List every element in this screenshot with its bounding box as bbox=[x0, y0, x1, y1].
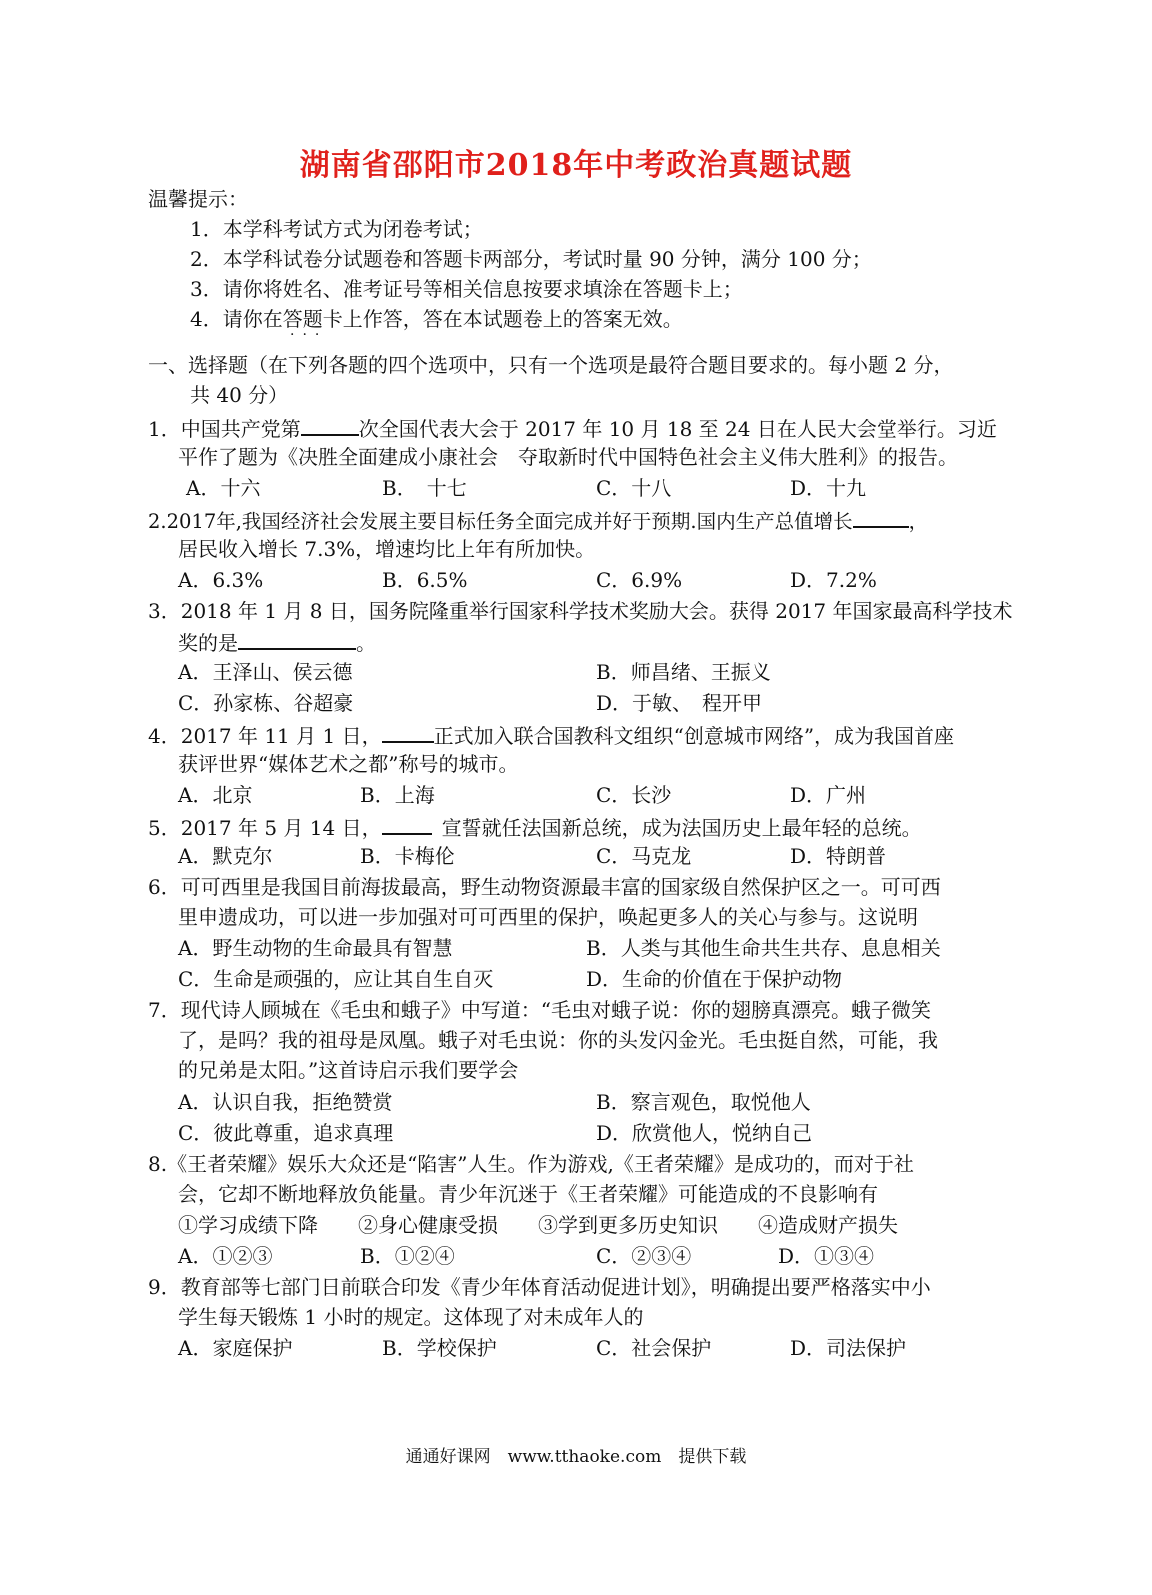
notice-item: 3．请你将姓名、准考证号等相关信息按要求填涂在答题卡上； bbox=[190, 277, 743, 301]
option-c: C．马克龙 bbox=[596, 844, 692, 868]
question-7: 7．现代诗人顾城在《毛虫和蛾子》中写道：“毛虫对蛾子说：你的翅膀真漂亮。蛾子微笑 bbox=[148, 998, 931, 1022]
option-d: D．于敏、 程开甲 bbox=[596, 691, 763, 715]
question-8: 8.《王者荣耀》娱乐大众还是“陷害”人生。作为游戏,《王者荣耀》是成功的，而对于社 bbox=[148, 1152, 914, 1176]
question-8-cont: 会，它却不断地释放负能量。青少年沉迷于《王者荣耀》可能造成的不良影响有 bbox=[178, 1182, 878, 1206]
question-2-cont: 居民收入增长 7.3%，增速均比上年有所加快。 bbox=[178, 537, 596, 561]
option-b: B． 十七 bbox=[382, 476, 467, 500]
question-9-cont: 学生每天锻炼 1 小时的规定。这体现了对未成年人的 bbox=[178, 1305, 644, 1329]
notice-item: 1．本学科考试方式为闭卷考试； bbox=[190, 217, 483, 241]
answer-blank bbox=[382, 721, 434, 743]
footer-source: 通通好课网 www.tthaoke.com 提供下载 bbox=[405, 1447, 747, 1467]
option-b: B．①②④ bbox=[360, 1244, 455, 1268]
option-d: D．十九 bbox=[790, 476, 867, 500]
option-d: D．欣赏他人，悦纳自己 bbox=[596, 1121, 813, 1145]
option-a: A．王泽山、侯云德 bbox=[178, 660, 353, 684]
option-c: C．②③④ bbox=[596, 1244, 692, 1268]
question-5: 5．2017 年 5 月 14 日， 宣誓就任法国新总统，成为法国历史上最年轻的总统。 bbox=[148, 813, 922, 841]
section-header-cont: 共 40 分） bbox=[190, 383, 289, 407]
option-a: A．十六 bbox=[186, 476, 261, 500]
section-header: 一、选择题（在下列各题的四个选项中，只有一个选项是最符合题目要求的。每小题 2 分， bbox=[148, 353, 954, 377]
option-b: B．上海 bbox=[360, 783, 435, 807]
question-4: 4．2017 年 11 月 1 日， 正式加入联合国教科文组织“创意城市网络”，成为我国首座 bbox=[148, 721, 954, 749]
option-a: A．默克尔 bbox=[178, 844, 273, 868]
option-b: B．察言观色，取悦他人 bbox=[596, 1090, 811, 1114]
option-d: D．7.2% bbox=[790, 568, 877, 592]
option-b: B．师昌绪、王振义 bbox=[596, 660, 771, 684]
notice-heading: 温馨提示： bbox=[148, 187, 248, 211]
question-9: 9．教育部等七部门日前联合印发《青少年体育活动促进计划》，明确提出要严格落实中小 bbox=[148, 1275, 931, 1299]
option-c: C．彼此尊重，追求真理 bbox=[178, 1121, 394, 1145]
option-d: D．广州 bbox=[790, 783, 867, 807]
question-1-cont: 平作了题为《决胜全面建成小康社会 夺取新时代中国特色社会主义伟大胜利》的报告。 bbox=[178, 445, 958, 469]
option-d: D．①③④ bbox=[778, 1244, 875, 1268]
question-1: 1．中国共产党第 次全国代表大会于 2017 年 10 月 18 至 24 日在人民大会堂举行。习近 bbox=[148, 414, 997, 442]
option-d: D．司法保护 bbox=[790, 1336, 907, 1360]
question-2: 2.2017年,我国经济社会发展主要目标任务全面完成并好于预期.国内生产总值增长 ， bbox=[148, 506, 928, 535]
question-6-cont: 里申遗成功，可以进一步加强对可可西里的保护，唤起更多人的关心与参与。这说明 bbox=[178, 905, 918, 929]
option-a: A．①②③ bbox=[178, 1244, 273, 1268]
option-c: C．孙家栋、谷超豪 bbox=[178, 691, 354, 715]
option-c: C．社会保护 bbox=[596, 1336, 712, 1360]
option-c: C．6.9% bbox=[596, 568, 683, 592]
option-a: A．认识自我，拒绝赞赏 bbox=[178, 1090, 393, 1114]
question-6: 6．可可西里是我国目前海拔最高，野生动物资源最丰富的国家级自然保护区之一。可可西 bbox=[148, 875, 941, 899]
notice-item: 2．本学科试卷分试题卷和答题卡两部分，考试时量 90 分钟，满分 100 分； bbox=[190, 247, 872, 271]
answer-blank bbox=[853, 506, 909, 528]
notice-item: 4．请你在答题卡上作答，答在本试题卷上的答案无效。 bbox=[190, 307, 683, 331]
question-3-cont: 奖的是 。 bbox=[178, 628, 376, 656]
option-d: D．特朗普 bbox=[790, 844, 887, 868]
question-7-cont: 的兄弟是太阳。”这首诗启示我们要学会 bbox=[178, 1058, 519, 1082]
page-title: 湖南省邵阳市2018年中考政治真题试题 bbox=[299, 148, 853, 183]
question-3: 3．2018 年 1 月 8 日，国务院隆重举行国家科学技术奖励大会。获得 2017 年国家最高科学技术 bbox=[148, 599, 1013, 623]
question-8-items: ①学习成绩下降 ②身心健康受损 ③学到更多历史知识 ④造成财产损失 bbox=[178, 1213, 898, 1237]
option-b: B．人类与其他生命共生共存、息息相关 bbox=[586, 936, 941, 960]
option-c: C．长沙 bbox=[596, 783, 672, 807]
question-7-cont: 了，是吗？我的祖母是凤凰。蛾子对毛虫说：你的头发闪金光。毛虫挺自然，可能，我 bbox=[178, 1028, 938, 1052]
option-b: B．6.5% bbox=[382, 568, 468, 592]
option-a: A．6.3% bbox=[178, 568, 264, 592]
option-a: A．家庭保护 bbox=[178, 1336, 293, 1360]
option-b: B．卡梅伦 bbox=[360, 844, 455, 868]
option-a: A．北京 bbox=[178, 783, 253, 807]
question-4-cont: 获评世界“媒体艺术之都”称号的城市。 bbox=[178, 752, 519, 776]
answer-blank bbox=[238, 628, 356, 650]
option-c: C．生命是顽强的，应让其自生自灭 bbox=[178, 967, 494, 991]
emphasis-dots: ··· bbox=[290, 327, 328, 343]
option-b: B．学校保护 bbox=[382, 1336, 497, 1360]
option-d: D．生命的价值在于保护动物 bbox=[586, 967, 843, 991]
option-a: A．野生动物的生命最具有智慧 bbox=[178, 936, 453, 960]
answer-blank bbox=[382, 813, 432, 835]
answer-blank bbox=[301, 414, 359, 436]
option-c: C．十八 bbox=[596, 476, 672, 500]
